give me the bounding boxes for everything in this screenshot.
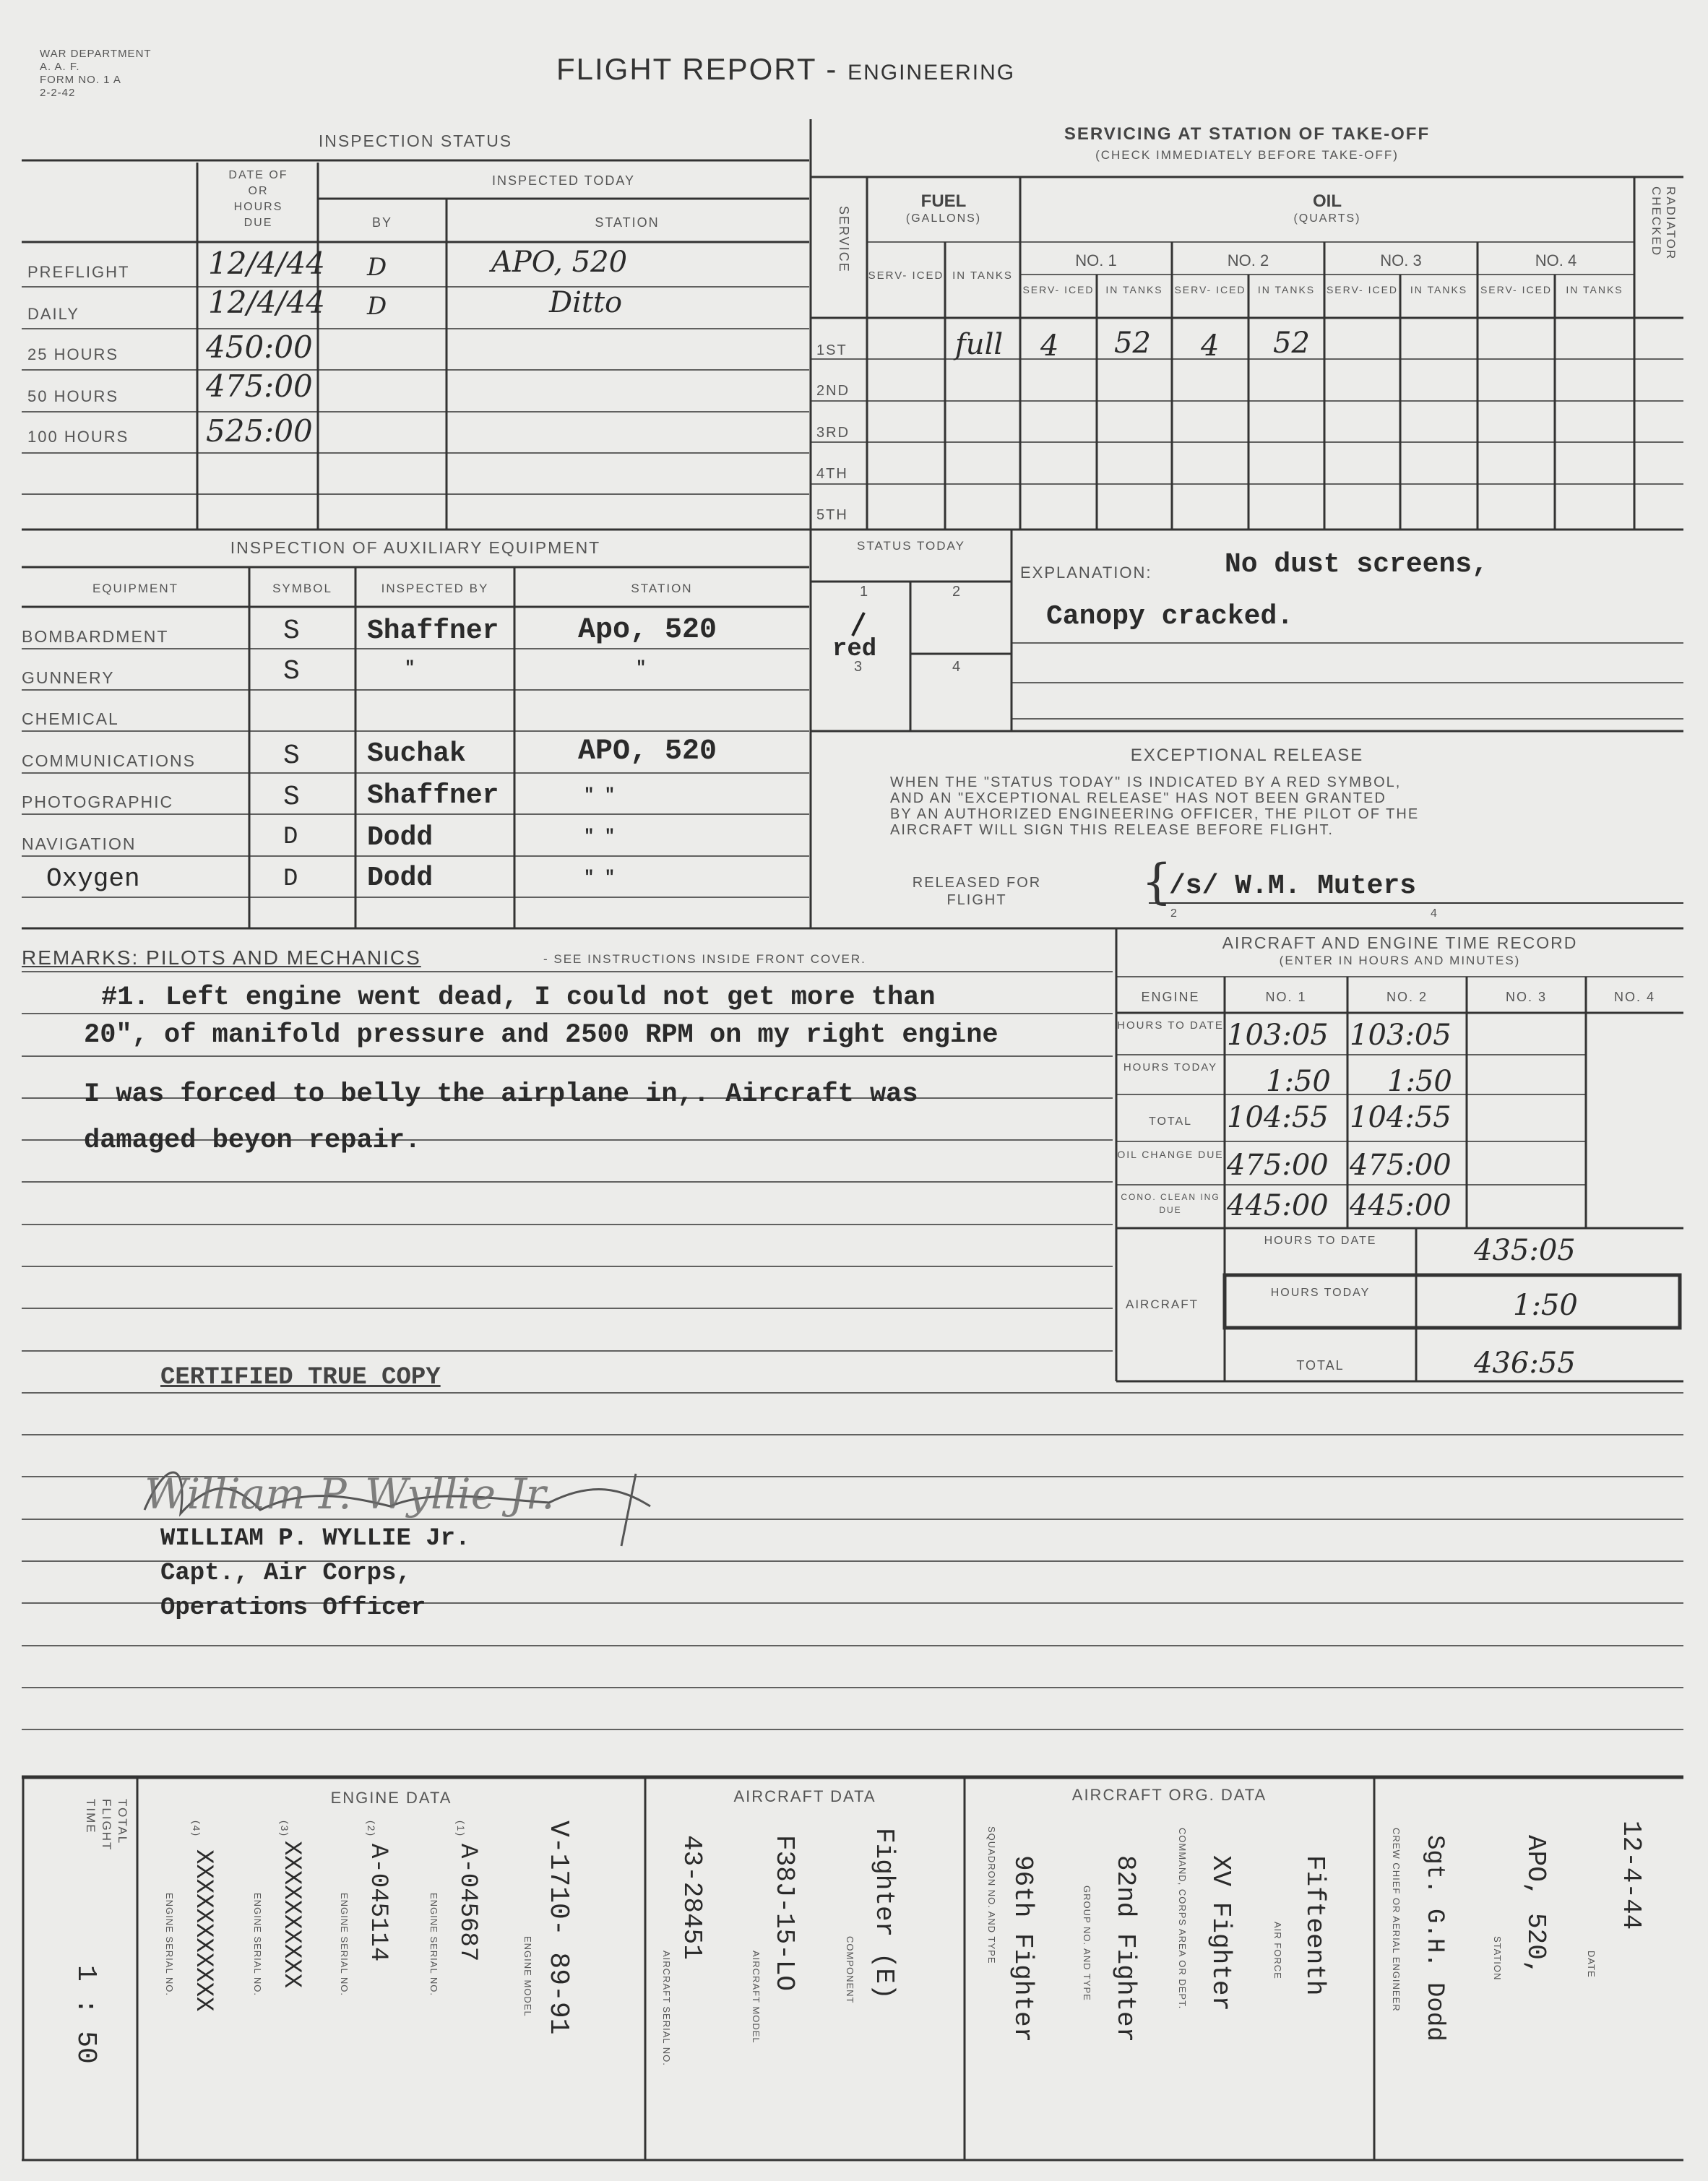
fuel-unit: (GALLONS): [905, 212, 982, 225]
engine-serial-4: XXXXXXXXXXX: [189, 1849, 217, 2012]
signer-rank: Capt., Air Corps,: [160, 1560, 411, 1587]
aux-label-bombardment: BOMBARDMENT: [22, 627, 169, 646]
engine-hours-to-date-label: HOURS TO DATE: [1117, 1019, 1224, 1032]
aircraft-hours-to-date: 435:05: [1474, 1234, 1576, 1267]
inspected-by-header: INSPECTED BY: [381, 582, 489, 595]
oil1-in-tanks-header: IN TANKS: [1105, 284, 1163, 295]
fuel-label: FUEL: [920, 191, 967, 211]
service-row-1st: 1ST: [816, 342, 847, 358]
aux-label-oxygen: Oxygen: [46, 864, 140, 894]
station-header: STATION: [595, 215, 660, 230]
service-row-4th: 4TH: [816, 466, 848, 482]
engine-col-header: ENGINE: [1141, 990, 1200, 1004]
bottom-station-label: STATION: [1492, 1936, 1503, 1981]
engine-no4-header: NO. 4: [1613, 990, 1655, 1004]
date-column-header: [199, 168, 318, 231]
bottom-date-label: DATE: [1586, 1951, 1597, 1978]
service-label: SERVICE: [837, 206, 851, 273]
date-header-line: DUE: [243, 217, 273, 229]
oil-no4-header: NO. 4: [1535, 251, 1577, 269]
status-cell-2: 2: [952, 584, 962, 600]
engine-hours-today-label: HOURS TODAY: [1123, 1061, 1218, 1074]
status-cell-1: 1: [860, 584, 870, 600]
oil3-in-tanks-header: IN TANKS: [1410, 284, 1468, 295]
form-id: [40, 48, 152, 100]
service-row-2nd: 2ND: [816, 383, 850, 399]
fuel-in-tanks-header: IN TANKS: [952, 269, 1013, 282]
engine-serial-4-num: (4): [191, 1821, 202, 1838]
air-force: Fifteenth: [1300, 1855, 1329, 1996]
form-id-line: WAR DEPARTMENT: [40, 48, 152, 60]
gunnery-inspected-by: ": [405, 659, 415, 678]
oil-no2-header: NO. 2: [1227, 251, 1269, 269]
service-row-3rd: 3RD: [816, 425, 850, 441]
oil1-serviced-header: SERV- ICED: [1022, 284, 1095, 295]
daily-by: D: [367, 292, 387, 321]
photographic-station: " ": [584, 786, 616, 806]
engine2-oil-change-due: 475:00: [1350, 1149, 1452, 1182]
remarks-line-4: damaged beyon repair.: [84, 1126, 421, 1156]
by-header: BY: [371, 215, 392, 230]
status-slash-mark: [853, 613, 864, 636]
subtitle-text: ENGINEERING: [847, 61, 1016, 85]
command-label: COMMAND, CORPS AREA OR DEPT.: [1177, 1828, 1188, 2010]
signer-title: Operations Officer: [160, 1594, 426, 1622]
squadron-label: SQUADRON NO. AND TYPE: [986, 1826, 997, 1964]
form-id-line: A. A. F.: [40, 61, 80, 73]
engine-no3-header: NO. 3: [1505, 990, 1547, 1004]
title-text: FLIGHT REPORT: [556, 52, 816, 86]
status-cell-4: 4: [952, 659, 962, 675]
aircraft-serial-label: AIRCRAFT SERIAL NO.: [661, 1951, 672, 2066]
oil3-serviced-header: SERV- ICED: [1326, 284, 1399, 295]
aux-label-gunnery: GUNNERY: [22, 668, 115, 687]
preflight-date: 12/4/44: [208, 246, 325, 281]
engine-serial-2: A-045114: [364, 1844, 392, 1962]
aircraft-hours-to-date-label: HOURS TO DATE: [1264, 1235, 1377, 1247]
oil1-in-tanks-1st: 52: [1114, 327, 1151, 360]
bombardment-inspected-by: Shaffner: [367, 616, 499, 647]
fuel-serviced-header: SERV- ICED: [868, 269, 944, 282]
release-signature: /s/ W.M. Muters: [1169, 871, 1417, 902]
certified-true-copy: CERTIFIED TRUE COPY: [160, 1364, 441, 1391]
engine-no1-header: NO. 1: [1265, 990, 1307, 1004]
row-label-100-hours: 100 HOURS: [27, 428, 129, 446]
engine-serial-1-num: (1): [455, 1821, 467, 1838]
inspected-today-header: INSPECTED TODAY: [491, 173, 636, 188]
group-label: GROUP NO. AND TYPE: [1082, 1886, 1092, 2001]
org-data-title: AIRCRAFT ORG. DATA: [1071, 1786, 1267, 1804]
remarks-line-3: I was forced to belly the airplane in,. Aircraft was: [84, 1079, 918, 1110]
engine1-hours-today: 1:50: [1266, 1065, 1331, 1098]
oil2-in-tanks-1st: 52: [1273, 327, 1310, 360]
release-mark-2: 2: [1170, 907, 1178, 920]
explanation-line-1: No dust screens,: [1225, 549, 1488, 580]
aux-label-chemical: CHEMICAL: [22, 709, 119, 728]
aux-equipment-title: INSPECTION OF AUXILIARY EQUIPMENT: [230, 538, 601, 557]
released-for-flight-label: RELEASED FOR FLIGHT: [912, 875, 1042, 908]
engine-serial-3: XXXXXXXXXX: [277, 1841, 305, 1989]
release-text-line: BY AN AUTHORIZED ENGINEERING OFFICER, THE PILOT OF THE: [890, 806, 1420, 822]
preflight-station: APO, 520: [491, 246, 628, 279]
date-header-line: DATE OF: [228, 169, 288, 181]
navigation-inspected-by: Dodd: [367, 822, 434, 853]
aircraft-model-label: AIRCRAFT MODEL: [751, 1951, 762, 2044]
signer-name: WILLIAM P. WYLLIE Jr.: [160, 1525, 470, 1552]
explanation-line-2: Canopy cracked.: [1046, 601, 1294, 632]
engine-model-label: ENGINE MODEL: [522, 1936, 533, 2017]
engine-serial-3-label: ENGINE SERIAL NO.: [252, 1893, 263, 1996]
engine-total-label: TOTAL: [1148, 1115, 1193, 1128]
date-header-line: OR: [248, 185, 269, 197]
daily-station: Ditto: [549, 286, 623, 319]
servicing-title: SERVICING AT STATION OF TAKE-OFF: [1064, 124, 1431, 144]
status-today-title: STATUS TODAY: [857, 539, 965, 553]
photographic-symbol: S: [283, 782, 300, 813]
fuel-in-tanks-1st: full: [955, 328, 1004, 361]
gunnery-symbol: S: [283, 656, 300, 687]
oil1-serviced-1st: 4: [1040, 329, 1059, 363]
engine1-total: 104:55: [1227, 1101, 1329, 1134]
engine1-oil-change-due: 475:00: [1227, 1149, 1329, 1182]
aircraft-data-title: AIRCRAFT DATA: [733, 1787, 876, 1805]
crew-chief: Sgt. G.H. Dodd: [1420, 1835, 1448, 2042]
engine2-hours-today: 1:50: [1387, 1065, 1452, 1098]
symbol-header: SYMBOL: [272, 582, 332, 595]
release-text-line: AND AN "EXCEPTIONAL RELEASE" HAS NOT BEEN GRANTED: [890, 790, 1386, 806]
row-label-preflight: PREFLIGHT: [27, 263, 130, 281]
signer-block: [160, 1521, 470, 1625]
exceptional-release-title: EXCEPTIONAL RELEASE: [1130, 746, 1364, 765]
form-id-line: FORM NO. 1 A: [40, 74, 121, 86]
aircraft-serial: 43-28451: [677, 1835, 707, 1960]
inspection-status-title: INSPECTION STATUS: [318, 131, 513, 150]
command: XV Fighter: [1206, 1855, 1235, 2012]
aircraft-total-label: TOTAL: [1296, 1358, 1345, 1373]
engine-serial-1-label: ENGINE SERIAL NO.: [428, 1893, 439, 1996]
explanation-label: EXPLANATION:: [1020, 563, 1152, 582]
row-label-50-hours: 50 HOURS: [27, 387, 119, 405]
date-header-line: HOURS: [233, 201, 283, 213]
servicing-subtitle: (CHECK IMMEDIATELY BEFORE TAKE-OFF): [1095, 148, 1399, 162]
radiator-checked-label: RADIATOR CHECKED: [1649, 186, 1678, 261]
release-text-line: WHEN THE "STATUS TODAY" IS INDICATED BY A RED SYMBOL,: [890, 774, 1402, 790]
equipment-header: EQUIPMENT: [92, 582, 179, 595]
service-row-5th: 5TH: [816, 507, 848, 523]
oil2-in-tanks-header: IN TANKS: [1257, 284, 1316, 295]
bombardment-station: Apo, 520: [578, 614, 717, 647]
communications-symbol: S: [283, 740, 300, 772]
photographic-inspected-by: Shaffner: [367, 780, 499, 811]
cleaning-due-label: CONO. CLEAN ING DUE: [1121, 1192, 1220, 1215]
50-hours-due: 475:00: [206, 368, 313, 404]
engine-serial-2-num: (2): [366, 1821, 377, 1838]
aircraft-total: 436:55: [1474, 1347, 1576, 1380]
oil-unit: (QUARTS): [1293, 212, 1361, 225]
component: Fighter (E): [869, 1828, 899, 2000]
oil2-serviced-header: SERV- ICED: [1174, 284, 1246, 295]
squadron: 96th Fighter: [1008, 1855, 1038, 2043]
engine-model: V-1710- 89-91: [543, 1821, 574, 2035]
engine1-cleaning-due: 445:00: [1227, 1189, 1329, 1222]
release-brace: {: [1142, 854, 1172, 910]
oil2-serviced-1st: 4: [1201, 329, 1220, 363]
component-label: COMPONENT: [845, 1936, 855, 2004]
gunnery-station: ": [636, 659, 647, 678]
aircraft-hours-today: 1:50: [1513, 1289, 1578, 1322]
bombardment-symbol: S: [283, 616, 300, 647]
aux-label-photographic: PHOTOGRAPHIC: [22, 792, 174, 811]
communications-inspected-by: Suchak: [367, 738, 466, 769]
oxygen-symbol: D: [283, 865, 298, 893]
crew-chief-label: CREW CHIEF OR AERIAL ENGINEER: [1391, 1828, 1402, 2012]
status-red-mark: red: [832, 636, 877, 663]
aircraft-time-label: AIRCRAFT: [1126, 1297, 1199, 1311]
remarks-line-2: 20", of manifold pressure and 2500 RPM on my right engine: [84, 1020, 999, 1050]
navigation-symbol: D: [283, 824, 298, 851]
form-title: FLIGHT REPORT - ENGINEERING: [556, 52, 1016, 86]
navigation-station: " ": [584, 827, 616, 847]
release-text-line: AIRCRAFT WILL SIGN THIS RELEASE BEFORE FLIGHT.: [890, 822, 1334, 838]
engine-serial-4-label: ENGINE SERIAL NO.: [164, 1893, 175, 1996]
oil-no1-header: NO. 1: [1075, 251, 1117, 269]
release-mark-4: 4: [1431, 907, 1439, 920]
total-flight-time-label: TOTAL FLIGHT TIME: [84, 1799, 129, 1852]
row-label-25-hours: 25 HOURS: [27, 345, 119, 363]
engine-data-title: ENGINE DATA: [330, 1789, 452, 1807]
remarks-instruction: - SEE INSTRUCTIONS INSIDE FRONT COVER.: [543, 952, 866, 966]
engine2-cleaning-due: 445:00: [1350, 1189, 1452, 1222]
remarks-line-1: #1. Left engine went dead, I could not get more than: [101, 982, 936, 1013]
engine-serial-3-num: (3): [279, 1821, 290, 1838]
time-record-subtitle: (ENTER IN HOURS AND MINUTES): [1279, 954, 1521, 967]
100-hours-due: 525:00: [206, 413, 313, 449]
25-hours-due: 450:00: [206, 329, 313, 365]
daily-date: 12/4/44: [208, 285, 325, 320]
exceptional-release-text: [890, 774, 1419, 838]
group: 82nd Fighter: [1110, 1855, 1140, 2043]
remarks-label: REMARKS: PILOTS AND MECHANICS: [22, 946, 421, 969]
oil-no3-header: NO. 3: [1380, 251, 1422, 269]
form-id-line: 2-2-42: [40, 87, 76, 99]
oil-label: OIL: [1313, 191, 1342, 211]
oil4-in-tanks-header: IN TANKS: [1566, 284, 1623, 295]
oil-change-due-label: OIL CHANGE DUE: [1117, 1149, 1224, 1160]
aircraft-model: F38J-15-LO: [769, 1835, 799, 1992]
oxygen-station: " ": [584, 868, 616, 888]
row-label-daily: DAILY: [27, 305, 79, 323]
total-flight-time: 1 : 50: [70, 1965, 101, 2064]
preflight-by: D: [367, 253, 387, 282]
engine1-hours-to-date: 103:05: [1227, 1019, 1329, 1052]
oil4-serviced-header: SERV- ICED: [1480, 284, 1553, 295]
aux-label-communications: COMMUNICATIONS: [22, 751, 196, 770]
engine2-total: 104:55: [1350, 1101, 1452, 1134]
aux-label-navigation: NAVIGATION: [22, 834, 137, 853]
air-force-label: AIR FORCE: [1272, 1922, 1283, 1979]
aux-station-header: STATION: [631, 582, 693, 595]
engine2-hours-to-date: 103:05: [1350, 1019, 1452, 1052]
communications-station: APO, 520: [578, 735, 717, 768]
aircraft-hours-today-label: HOURS TODAY: [1270, 1287, 1371, 1299]
officer-signature: William P. Wyllie Jr.: [145, 1469, 555, 1519]
time-record-title: AIRCRAFT AND ENGINE TIME RECORD: [1222, 933, 1578, 952]
bottom-station: APO, 520,: [1521, 1835, 1550, 1976]
oxygen-inspected-by: Dodd: [367, 863, 434, 894]
bottom-date: 12-4-44: [1616, 1821, 1646, 1930]
status-cell-3: 3: [854, 659, 864, 675]
engine-serial-2-label: ENGINE SERIAL NO.: [339, 1893, 350, 1996]
engine-no2-header: NO. 2: [1386, 990, 1428, 1004]
engine-serial-1: A-045687: [454, 1844, 481, 1962]
